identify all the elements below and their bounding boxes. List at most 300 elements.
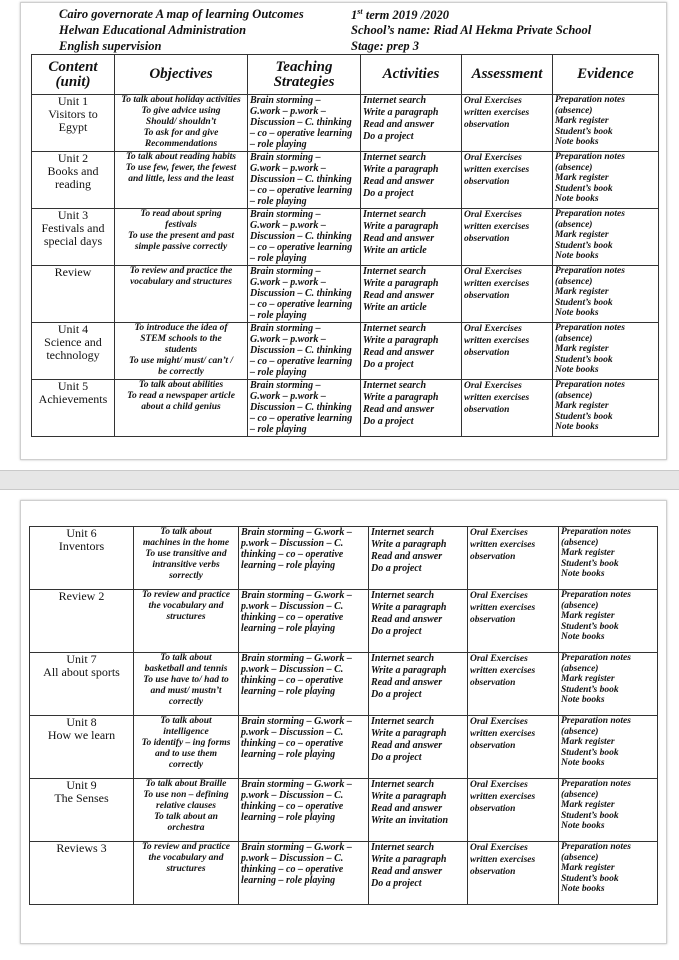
objectives-cell-line: machines in the home xyxy=(142,538,230,548)
evidence-cell-line: Student’s book xyxy=(555,183,613,194)
unit-cell xyxy=(32,152,115,209)
assessment-cell xyxy=(468,779,559,842)
objectives-cell-line: and to use them xyxy=(154,749,218,759)
evidence-cell-line: Student’s book xyxy=(561,558,619,569)
evidence-cell-line: Note books xyxy=(555,308,599,318)
activities-cell-line: Write a paragraph xyxy=(363,107,439,118)
strategies-cell-line: learning – role playing xyxy=(241,560,336,571)
table-row xyxy=(32,95,659,152)
table-row xyxy=(30,842,658,905)
objectives-cell-line: basketball and tennis xyxy=(144,664,228,674)
objectives-cell-line: To talk about xyxy=(160,527,212,537)
evidence-cell xyxy=(559,527,658,590)
evidence-cell-line: (absence) xyxy=(555,276,593,287)
assessment-cell-line: observation xyxy=(464,177,510,187)
activities-cell-line: Read and answer xyxy=(371,614,443,625)
unit-cell-line: Unit 5 xyxy=(57,379,89,393)
evidence-cell-line: Student’s book xyxy=(555,240,613,251)
activities-cell xyxy=(361,380,462,437)
objectives-cell-line: To use non – defining xyxy=(143,790,229,800)
objectives-cell-line: Recommendations xyxy=(144,139,218,149)
activities-cell-line: Read and answer xyxy=(371,551,443,562)
activities-cell-line: Do a project xyxy=(363,416,414,427)
activities-cell-line: Read and answer xyxy=(363,176,435,187)
strategies-cell-line: Brain storming – xyxy=(250,95,321,106)
assessment-cell xyxy=(468,716,559,779)
objectives-cell xyxy=(115,266,248,323)
evidence-cell-line: Student’s book xyxy=(561,684,619,695)
unit-cell xyxy=(32,323,115,380)
strategies-cell-line: – co – operative learning xyxy=(250,356,353,367)
unit-cell xyxy=(30,716,134,779)
objectives-cell xyxy=(134,779,239,842)
activities-cell-line: Write a paragraph xyxy=(371,539,447,550)
objectives-cell xyxy=(134,716,239,779)
activities-cell-line: Do a project xyxy=(363,188,414,199)
objectives-cell xyxy=(134,842,239,905)
assessment-cell-line: Oral Exercises xyxy=(464,210,522,220)
strategies-cell-line: learning – role playing xyxy=(241,875,336,886)
evidence-cell-line: Student’s book xyxy=(555,126,613,137)
evidence-cell xyxy=(553,380,659,437)
unit-cell xyxy=(30,779,134,842)
strategies-cell-line: p.work – Discussion – C. xyxy=(241,727,344,738)
document-page-2 xyxy=(20,500,667,944)
assessment-cell-line: observation xyxy=(470,552,516,562)
table-header-row xyxy=(32,55,659,95)
strategies-cell-line: – co – operative learning xyxy=(250,242,353,253)
evidence-cell xyxy=(553,95,659,152)
assessment-cell-line: Oral Exercises xyxy=(470,528,528,538)
evidence-cell-line: (absence) xyxy=(555,219,593,230)
assessment-cell-line: written exercises xyxy=(470,540,536,550)
strategies-cell-line: – co – operative learning xyxy=(250,185,353,196)
strategies-cell-line: Discussion – C. thinking xyxy=(250,117,352,128)
unit-cell-line: Unit 9 xyxy=(66,778,97,792)
activities-cell xyxy=(369,842,468,905)
strategies-cell-line: G.work – p.work – xyxy=(250,106,326,117)
strategies-cell-line: Brain storming – xyxy=(250,266,321,277)
activities-cell-line: Internet search xyxy=(363,95,427,106)
strategies-cell xyxy=(248,152,361,209)
activities-cell-line: Read and answer xyxy=(363,404,435,415)
activities-cell-line: Write an invitation xyxy=(371,815,449,826)
assessment-cell xyxy=(468,527,559,590)
assessment-cell xyxy=(468,842,559,905)
objectives-cell-line: To identify – ing forms xyxy=(141,738,231,748)
objectives-cell-line: and must/ mustn’t xyxy=(150,686,222,696)
strategies-cell xyxy=(248,266,361,323)
strategies-cell-line: Brain storming – xyxy=(250,323,321,334)
strategies-cell xyxy=(239,716,369,779)
strategies-cell-line: thinking – co – operative xyxy=(241,612,344,623)
col-header-content: Content (unit) xyxy=(32,55,115,95)
assessment-cell xyxy=(462,266,553,323)
assessment-cell-line: Oral Exercises xyxy=(470,843,528,853)
page-gap xyxy=(0,470,679,490)
strategies-cell-line: Discussion – C. thinking xyxy=(250,231,352,242)
strategies-cell-line: p.work – Discussion – C. xyxy=(241,664,344,675)
objectives-cell xyxy=(115,209,248,266)
assessment-cell-line: written exercises xyxy=(464,393,530,403)
objectives-cell-line: structures xyxy=(166,864,206,874)
evidence-cell-line: Preparation notes xyxy=(555,266,625,276)
unit-cell-line: Egypt xyxy=(58,120,88,134)
strategies-cell-line: Brain storming – G.work – xyxy=(241,590,352,601)
assessment-cell-line: Oral Exercises xyxy=(470,654,528,664)
evidence-cell-line: Mark register xyxy=(561,611,615,621)
assessment-cell-line: Oral Exercises xyxy=(470,780,528,790)
strategies-cell-line: learning – role playing xyxy=(241,623,336,634)
evidence-cell-line: Mark register xyxy=(561,548,615,558)
strategies-cell-line: learning – role playing xyxy=(241,686,336,697)
evidence-cell-line: Mark register xyxy=(561,674,615,684)
strategies-cell-line: – role playing xyxy=(250,310,307,321)
strategies-cell-line: thinking – co – operative xyxy=(241,864,344,875)
evidence-cell-line: Student’s book xyxy=(555,411,613,422)
assessment-cell-line: written exercises xyxy=(464,279,530,289)
objectives-cell-line: To use have to/ had to xyxy=(143,675,229,685)
strategies-cell-line: – co – operative learning xyxy=(250,299,353,310)
evidence-cell-line: Preparation notes xyxy=(555,380,625,390)
activities-cell-line: Internet search xyxy=(363,152,427,163)
stage-label: Stage: prep 3 xyxy=(351,39,420,53)
col-header-evidence: Evidence xyxy=(553,55,659,95)
evidence-cell xyxy=(553,266,659,323)
activities-cell-line: Internet search xyxy=(363,323,427,334)
objectives-cell-line: To use few, fewer, the fewest xyxy=(125,163,237,173)
unit-cell xyxy=(30,653,134,716)
strategies-cell-line: Brain storming – G.work – xyxy=(241,527,352,538)
document-page-1 xyxy=(20,2,667,460)
strategies-cell-line: – role playing xyxy=(250,367,307,378)
strategies-cell-line: Brain storming – G.work – xyxy=(241,653,352,664)
activities-cell-line: Internet search xyxy=(363,209,427,220)
objectives-cell-line: about a child genius xyxy=(141,402,221,412)
assessment-cell-line: observation xyxy=(464,120,510,130)
objectives-cell xyxy=(134,653,239,716)
objectives-cell-line: STEM schools to the xyxy=(140,334,222,344)
table-row xyxy=(30,779,658,842)
evidence-cell-line: Mark register xyxy=(555,116,609,126)
evidence-cell-line: (absence) xyxy=(555,390,593,401)
table-2-body xyxy=(30,527,658,905)
assessment-cell-line: written exercises xyxy=(464,165,530,175)
objectives-cell-line: intelligence xyxy=(163,727,209,737)
strategies-cell-line: – role playing xyxy=(250,424,307,435)
term-label xyxy=(351,7,449,23)
activities-cell-line: Internet search xyxy=(371,653,435,664)
unit-cell xyxy=(32,266,115,323)
unit-cell xyxy=(32,380,115,437)
evidence-cell-line: Preparation notes xyxy=(561,779,631,789)
strategies-cell-line: Brain storming – G.work – xyxy=(241,842,352,853)
strategies-cell-line: p.work – Discussion – C. xyxy=(241,601,344,612)
evidence-cell-line: (absence) xyxy=(555,105,593,116)
activities-cell-line: Internet search xyxy=(363,380,427,391)
evidence-cell-line: Student’s book xyxy=(561,873,619,884)
evidence-cell-line: (absence) xyxy=(555,162,593,173)
objectives-cell-line: To read a newspaper article xyxy=(127,391,235,401)
evidence-cell-line: (absence) xyxy=(561,789,599,800)
evidence-cell xyxy=(559,842,658,905)
unit-cell-line: reading xyxy=(55,177,91,191)
unit-cell-line: Achievements xyxy=(38,392,108,406)
table-row xyxy=(32,266,659,323)
activities-cell xyxy=(369,653,468,716)
term-number: 1 xyxy=(351,8,358,23)
col-header-activities: Activities xyxy=(361,55,462,95)
evidence-cell-line: Note books xyxy=(561,821,605,831)
table-row xyxy=(32,152,659,209)
evidence-cell-line: Mark register xyxy=(555,344,609,354)
evidence-cell-line: Preparation notes xyxy=(561,653,631,663)
strategies-cell xyxy=(239,653,369,716)
strategies-cell-line: Brain storming – G.work – xyxy=(241,779,352,790)
unit-cell-line: Reviews 3 xyxy=(56,841,107,855)
assessment-cell-line: written exercises xyxy=(464,336,530,346)
evidence-cell-line: Mark register xyxy=(561,863,615,873)
strategies-cell-line: learning – role playing xyxy=(241,749,336,760)
activities-cell xyxy=(361,209,462,266)
activities-cell-line: Internet search xyxy=(371,842,435,853)
assessment-cell-line: Oral Exercises xyxy=(464,324,522,334)
evidence-cell-line: Note books xyxy=(555,251,599,261)
evidence-cell-line: Note books xyxy=(561,695,605,705)
table-1-body xyxy=(32,95,659,437)
evidence-cell-line: Note books xyxy=(555,194,599,204)
activities-cell-line: Write an article xyxy=(363,245,427,256)
unit-cell-line: Unit 7 xyxy=(66,652,97,666)
objectives-cell-line: To review and practice xyxy=(141,590,231,600)
assessment-cell xyxy=(468,590,559,653)
table-row xyxy=(32,380,659,437)
unit-cell-line: Unit 2 xyxy=(57,151,89,165)
evidence-cell-line: Preparation notes xyxy=(555,209,625,219)
evidence-cell-line: Preparation notes xyxy=(561,716,631,726)
unit-cell xyxy=(30,842,134,905)
assessment-cell-line: observation xyxy=(470,741,516,751)
term-suffix: st xyxy=(357,7,363,16)
unit-cell-line: How we learn xyxy=(47,728,116,742)
activities-cell-line: Read and answer xyxy=(371,677,443,688)
supervision-title: English supervision xyxy=(59,39,162,53)
evidence-cell-line: Note books xyxy=(555,137,599,147)
activities-cell xyxy=(369,779,468,842)
objectives-cell-line: and little, less and the least xyxy=(128,174,234,184)
activities-cell-line: Do a project xyxy=(371,878,422,889)
assessment-cell-line: Oral Exercises xyxy=(464,381,522,391)
objectives-cell-line: To talk about abilities xyxy=(138,380,224,390)
activities-cell-line: Write a paragraph xyxy=(363,392,439,403)
activities-cell-line: Write a paragraph xyxy=(363,164,439,175)
assessment-cell-line: Oral Exercises xyxy=(470,717,528,727)
objectives-cell xyxy=(134,527,239,590)
unit-cell-line: Unit 6 xyxy=(66,526,97,540)
activities-cell-line: Write a paragraph xyxy=(371,791,447,802)
evidence-cell xyxy=(553,152,659,209)
assessment-cell-line: Oral Exercises xyxy=(464,267,522,277)
strategies-cell-line: Discussion – C. thinking xyxy=(250,288,352,299)
table-row xyxy=(32,209,659,266)
activities-cell-line: Read and answer xyxy=(371,740,443,751)
strategies-cell-line: p.work – Discussion – C. xyxy=(241,853,344,864)
evidence-cell-line: Mark register xyxy=(555,230,609,240)
activities-cell-line: Read and answer xyxy=(363,347,435,358)
assessment-cell-line: observation xyxy=(464,348,510,358)
strategies-cell-line: G.work – p.work – xyxy=(250,163,326,174)
strategies-cell-line: p.work – Discussion – C. xyxy=(241,538,344,549)
objectives-cell xyxy=(134,590,239,653)
outcomes-table-2 xyxy=(29,526,658,905)
objectives-cell-line: To talk about Braille xyxy=(145,779,227,789)
evidence-cell-line: Preparation notes xyxy=(561,842,631,852)
strategies-cell-line: thinking – co – operative xyxy=(241,549,344,560)
objectives-cell-line: To review and practice xyxy=(141,842,231,852)
assessment-cell-line: written exercises xyxy=(470,792,536,802)
objectives-cell-line: vocabulary and structures xyxy=(130,277,232,287)
assessment-cell xyxy=(468,653,559,716)
activities-cell-line: Do a project xyxy=(371,752,422,763)
strategies-cell-line: – role playing xyxy=(250,196,307,207)
unit-cell-line: The Senses xyxy=(54,791,109,805)
unit-cell xyxy=(32,95,115,152)
assessment-cell xyxy=(462,95,553,152)
activities-cell-line: Write a paragraph xyxy=(371,602,447,613)
assessment-cell-line: observation xyxy=(470,615,516,625)
objectives-cell-line: To talk about xyxy=(160,653,212,663)
evidence-cell-line: Preparation notes xyxy=(561,590,631,600)
assessment-cell-line: observation xyxy=(470,678,516,688)
evidence-cell-line: Mark register xyxy=(561,800,615,810)
assessment-cell-line: observation xyxy=(470,867,516,877)
activities-cell-line: Do a project xyxy=(371,563,422,574)
evidence-cell-line: Note books xyxy=(555,422,599,432)
evidence-cell-line: (absence) xyxy=(561,600,599,611)
objectives-cell-line: To talk about reading habits xyxy=(126,152,236,162)
table-row xyxy=(30,716,658,779)
objectives-cell-line: the vocabulary and xyxy=(148,853,224,863)
strategies-cell-line: G.work – p.work – xyxy=(250,391,326,402)
activities-cell xyxy=(361,266,462,323)
objectives-cell-line: students xyxy=(164,345,198,355)
objectives-cell-line: To talk about holiday activities xyxy=(121,95,241,105)
assessment-cell xyxy=(462,209,553,266)
activities-cell-line: Do a project xyxy=(371,689,422,700)
activities-cell xyxy=(361,323,462,380)
strategies-cell-line: Brain storming – xyxy=(250,209,321,220)
objectives-cell-line: be correctly xyxy=(158,367,204,377)
objectives-cell xyxy=(115,380,248,437)
strategies-cell xyxy=(239,842,369,905)
evidence-cell-line: (absence) xyxy=(561,663,599,674)
assessment-cell xyxy=(462,152,553,209)
unit-cell-line: Unit 8 xyxy=(66,715,97,729)
evidence-cell xyxy=(553,323,659,380)
evidence-cell-line: Note books xyxy=(555,365,599,375)
evidence-cell-line: (absence) xyxy=(561,537,599,548)
assessment-cell-line: written exercises xyxy=(470,729,536,739)
strategies-cell-line: Brain storming – G.work – xyxy=(241,716,352,727)
assessment-cell-line: written exercises xyxy=(470,855,536,865)
unit-cell-line: Science and xyxy=(44,335,102,349)
activities-cell-line: Internet search xyxy=(371,716,435,727)
evidence-cell-line: Preparation notes xyxy=(555,323,625,333)
objectives-cell-line: intransitive verbs xyxy=(152,560,220,570)
activities-cell-line: Write an article xyxy=(363,302,427,313)
strategies-cell xyxy=(248,95,361,152)
strategies-cell xyxy=(248,209,361,266)
objectives-cell-line: structures xyxy=(166,612,206,622)
strategies-cell-line: G.work – p.work – xyxy=(250,334,326,345)
evidence-cell xyxy=(559,716,658,779)
unit-cell xyxy=(30,527,134,590)
col-header-assessment: Assessment xyxy=(462,55,553,95)
objectives-cell-line: simple passive correctly xyxy=(134,242,228,252)
activities-cell xyxy=(369,716,468,779)
activities-cell-line: Read and answer xyxy=(371,803,443,814)
evidence-cell-line: (absence) xyxy=(561,726,599,737)
evidence-cell-line: Student’s book xyxy=(561,747,619,758)
activities-cell xyxy=(361,152,462,209)
evidence-cell-line: Note books xyxy=(561,884,605,894)
evidence-cell-line: Note books xyxy=(561,632,605,642)
unit-cell-line: technology xyxy=(46,348,100,362)
unit-cell-line: Visitors to xyxy=(48,107,98,121)
evidence-cell-line: (absence) xyxy=(561,852,599,863)
objectives-cell-line: Should/ shouldn’t xyxy=(145,117,217,127)
evidence-cell-line: Preparation notes xyxy=(555,152,625,162)
unit-cell-line: Unit 4 xyxy=(57,322,89,336)
evidence-cell-line: Student’s book xyxy=(561,810,619,821)
strategies-cell-line: Discussion – C. thinking xyxy=(250,345,352,356)
col-header-strategies: Teaching Strategies xyxy=(248,55,361,95)
activities-cell-line: Read and answer xyxy=(363,233,435,244)
assessment-cell-line: Oral Exercises xyxy=(464,96,522,106)
table-row xyxy=(30,590,658,653)
evidence-cell-line: Mark register xyxy=(561,737,615,747)
objectives-cell-line: sorrectly xyxy=(169,571,203,581)
unit-cell-line: Books and xyxy=(47,164,99,178)
assessment-cell xyxy=(462,323,553,380)
objectives-cell-line: To use the present and past xyxy=(127,231,234,241)
term-text: term 2019 /2020 xyxy=(362,8,450,23)
table-row xyxy=(30,653,658,716)
strategies-cell-line: – co – operative learning xyxy=(250,128,353,139)
objectives-cell xyxy=(115,95,248,152)
strategies-cell-line: thinking – co – operative xyxy=(241,801,344,812)
activities-cell-line: Internet search xyxy=(363,266,427,277)
unit-cell xyxy=(30,590,134,653)
objectives-cell-line: To talk about xyxy=(160,716,212,726)
activities-cell-line: Write a paragraph xyxy=(363,221,439,232)
assessment-cell-line: written exercises xyxy=(470,603,536,613)
activities-cell-line: Internet search xyxy=(371,527,435,538)
objectives-cell-line: To give advice using xyxy=(141,106,221,116)
strategies-cell xyxy=(239,590,369,653)
unit-cell-line: Unit 1 xyxy=(57,94,89,108)
activities-cell-line: Do a project xyxy=(363,359,414,370)
assessment-cell-line: Oral Exercises xyxy=(470,591,528,601)
col-header-objectives: Objectives xyxy=(115,55,248,95)
evidence-cell-line: (absence) xyxy=(555,333,593,344)
objectives-cell-line: orchestra xyxy=(167,823,205,833)
page-gap-top-line xyxy=(0,470,679,471)
activities-cell-line: Write a paragraph xyxy=(363,335,439,346)
unit-cell-line: Festivals and xyxy=(41,221,105,235)
assessment-cell-line: observation xyxy=(464,234,510,244)
outcomes-table-1 xyxy=(31,54,659,437)
